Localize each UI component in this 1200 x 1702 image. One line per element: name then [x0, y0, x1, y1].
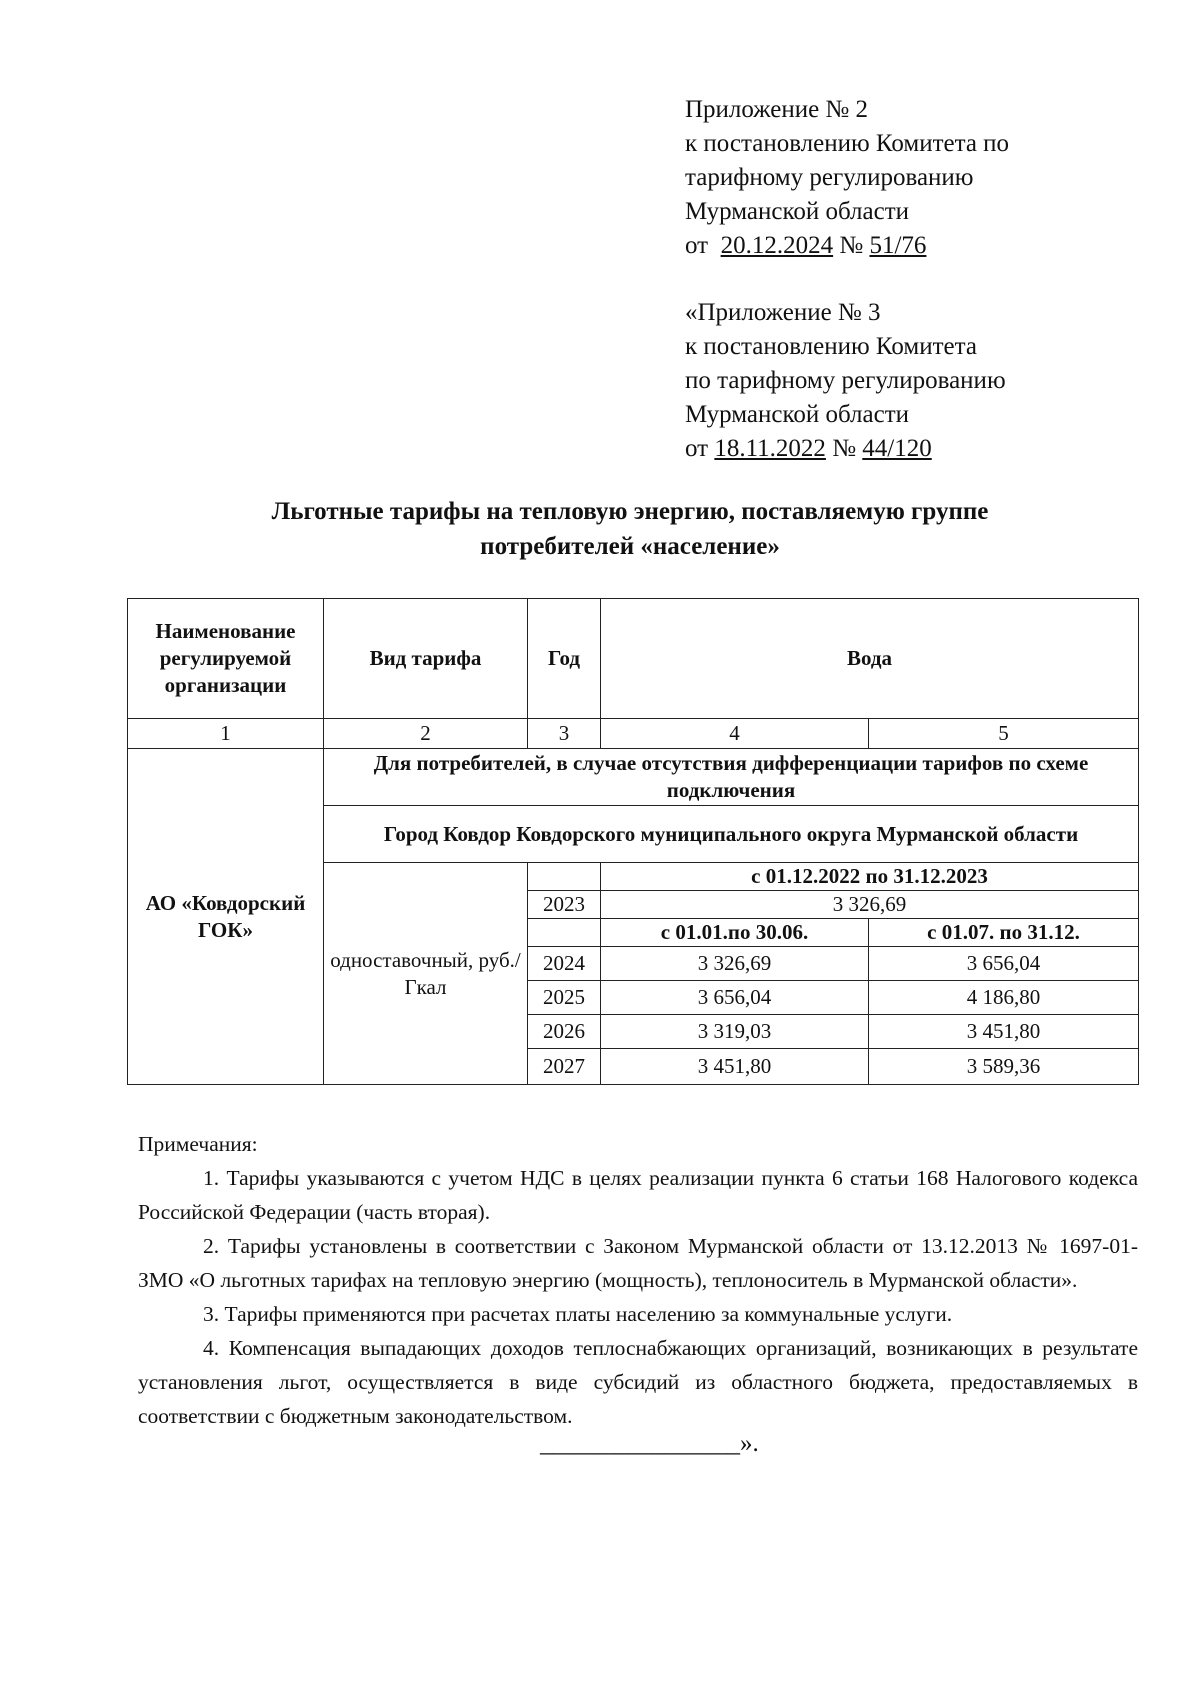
note-item: 3. Тарифы применяются при расчетах платы населению за коммунальные услуги.: [203, 1302, 953, 1326]
appendix-line: к постановлению Комитета: [685, 333, 977, 360]
resolution-date: 18.11.2022: [714, 435, 826, 462]
appendix-line: Мурманской области: [685, 198, 910, 225]
appendix-line: по тарифному регулированию: [685, 367, 1006, 394]
appendix-line: Приложение № 2: [685, 96, 869, 123]
notes-section: [138, 1127, 1138, 1433]
resolution-number: 44/120: [862, 435, 932, 462]
column-number: 2: [324, 719, 528, 749]
header-tariff-type: Вид тарифа: [324, 599, 528, 719]
section-heading: Для потребителей, в случае отсутствия дифференциации тарифов по схеме подключения: [324, 749, 1139, 806]
year-cell: 2023: [528, 891, 601, 919]
resolution-number: 51/76: [869, 232, 927, 259]
value-2023: 3 326,69: [601, 891, 1139, 919]
value-half1: 3 319,03: [601, 1015, 869, 1049]
column-number: 5: [869, 719, 1139, 749]
column-number: 1: [128, 719, 324, 749]
value-half1: 3 451,80: [601, 1049, 869, 1085]
year-cell: 2025: [528, 981, 601, 1015]
appendix-line: «Приложение № 3: [685, 299, 881, 326]
note-item: 4. Компенсация выпадающих доходов теплоснабжающих организаций, возникающих в результате установления льгот, осуществляется в виде субсидий из областного бюджета, предоставляемых в соответствии с бюджетным законодательством.: [138, 1336, 1138, 1428]
note-item: 1. Тарифы указываются с учетом НДС в целях реализации пункта 6 статьи 168 Налогового кодекса Российской Федерации (часть вторая).: [138, 1166, 1138, 1224]
appendix-line: тарифному регулированию: [685, 164, 974, 191]
header-organization: Наименование регулируемой организации: [128, 599, 324, 719]
section-row: [128, 749, 1139, 806]
title-line: потребителей «население»: [480, 533, 780, 560]
value-half2: 3 656,04: [869, 947, 1139, 981]
empty-cell: [528, 863, 601, 891]
empty-cell: [528, 919, 601, 947]
appendix-date-line: от 18.11.2022 № 44/120: [685, 435, 932, 462]
column-number: 3: [528, 719, 601, 749]
appendix-line: Мурманской области: [685, 401, 910, 428]
header-water: Вода: [601, 599, 1139, 719]
header-year: Год: [528, 599, 601, 719]
appendix-2-header: [685, 93, 1009, 263]
value-half2: 3 451,80: [869, 1015, 1139, 1049]
value-half2: 4 186,80: [869, 981, 1139, 1015]
resolution-date: 20.12.2024: [720, 232, 834, 259]
half2-label: с 01.07. по 31.12.: [869, 919, 1139, 947]
year-cell: 2024: [528, 947, 601, 981]
closing-line: ________________».: [540, 1430, 759, 1457]
value-half1: 3 656,04: [601, 981, 869, 1015]
period-2023-label: с 01.12.2022 по 31.12.2023: [601, 863, 1139, 891]
value-half2: 3 589,36: [869, 1049, 1139, 1085]
column-number: 4: [601, 719, 869, 749]
year-cell: 2027: [528, 1049, 601, 1085]
tariff-table: [127, 598, 1139, 1085]
appendix-line: к постановлению Комитета по: [685, 130, 1010, 157]
note-item: 2. Тарифы установлены в соответствии с Законом Мурманской области от 13.12.2013 № 1697-01-ЗМО «О льготных тарифах на тепловую энергию (мощность), теплоноситель в Мурманской области».: [138, 1234, 1138, 1292]
value-half1: 3 326,69: [601, 947, 869, 981]
notes-heading: Примечания:: [138, 1132, 258, 1156]
year-cell: 2026: [528, 1015, 601, 1049]
document-title: [150, 494, 1110, 564]
title-line: Льготные тарифы на тепловую энергию, поставляемую группе: [271, 498, 989, 525]
table-header-row: [128, 599, 1139, 719]
tariff-type-cell: одноставочный, руб./Гкал: [324, 863, 528, 1085]
appendix-3-header: [685, 296, 1006, 466]
appendix-date-line: от 20.12.2024 № 51/76: [685, 232, 927, 259]
organization-cell: АО «Ковдорский ГОК»: [128, 749, 324, 1085]
territory-heading: Город Ковдор Ковдорского муниципального округа Мурманской области: [324, 806, 1139, 863]
column-number-row: [128, 719, 1139, 749]
half1-label: с 01.01.по 30.06.: [601, 919, 869, 947]
